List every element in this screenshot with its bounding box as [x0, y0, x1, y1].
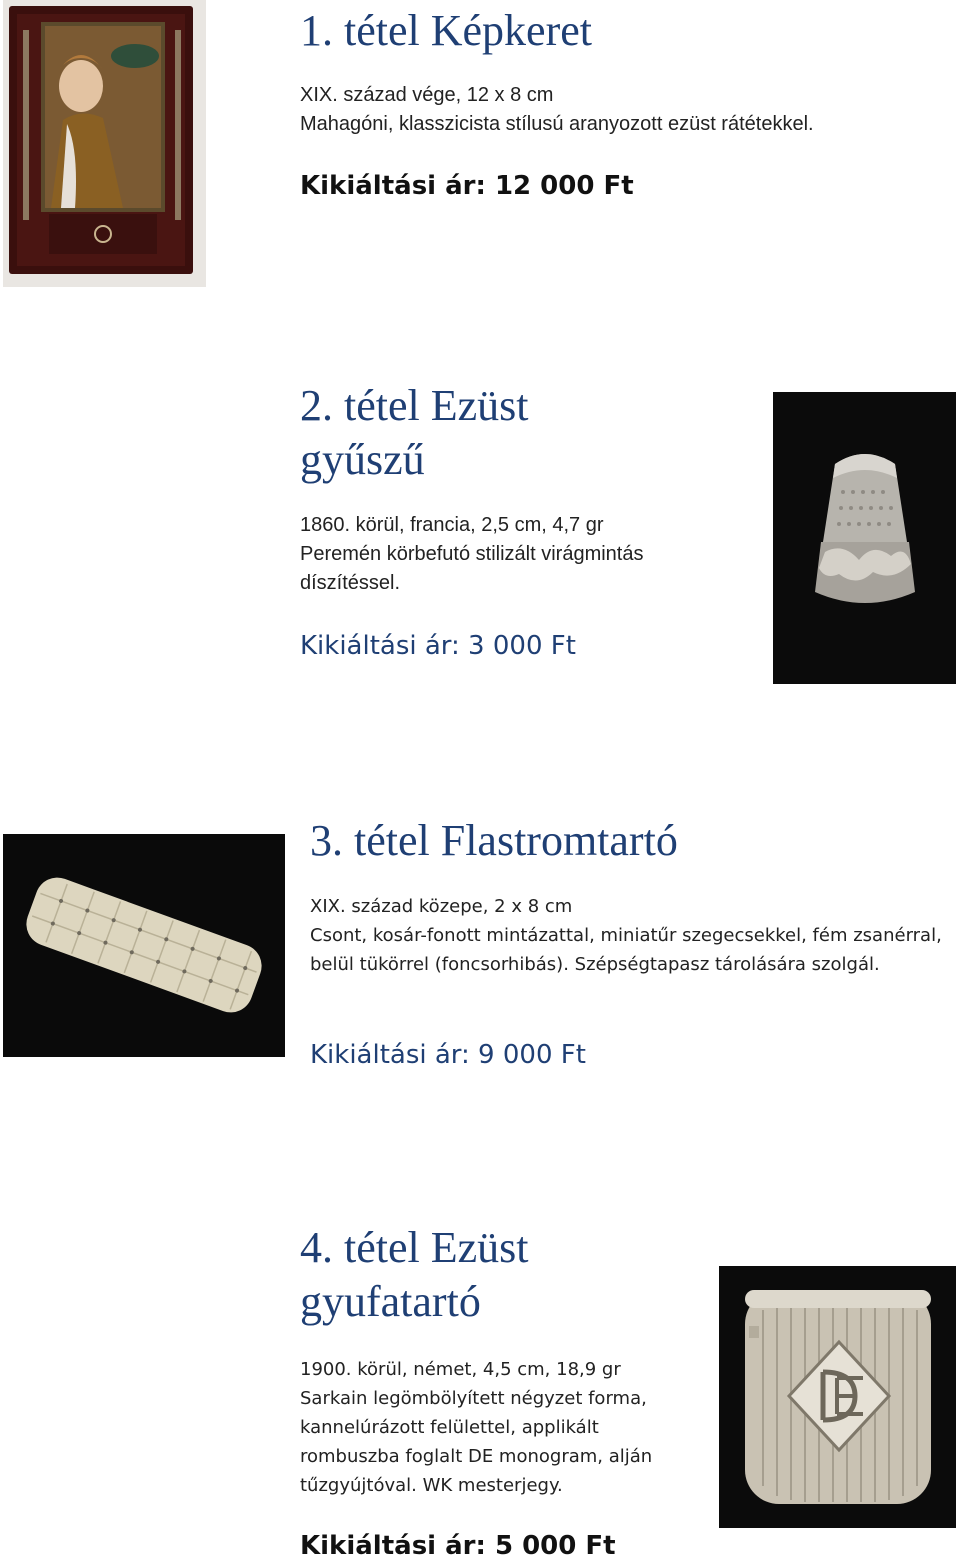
lot-material: Mahagóni, klasszicista stílusú aranyozott ezüst rátétekkel. — [300, 113, 814, 135]
lot-date-size: 1860. körül, francia, 2,5 cm, 4,7 gr — [300, 514, 604, 536]
lot-title: 2. tétel Ezüst gyűszű — [300, 381, 529, 484]
lot-image — [3, 0, 206, 287]
lot-description — [300, 81, 900, 139]
lot-title: 1. tétel Képkeret — [300, 6, 592, 55]
lot-title: 4. tétel Ezüst gyufatartó — [300, 1223, 529, 1326]
bone-case-icon — [3, 834, 285, 1057]
lot-price: Kikiáltási ár: 9 000 Ft — [310, 1040, 586, 1070]
lot-price: Kikiáltási ár: 5 000 Ft — [300, 1531, 616, 1561]
lot-date-size: XIX. század vége, 12 x 8 cm — [300, 84, 554, 106]
lot-description — [300, 511, 720, 598]
lot-description — [300, 1355, 700, 1500]
lot-price: Kikiáltási ár: 12 000 Ft — [300, 171, 634, 201]
lot-material: Csont, kosár-fonott mintázattal, miniatűr szegecsekkel, fém zsanérral, belül tükörrel (foncsorhibás). Szépségtapasz tárolására szolgál. — [310, 925, 942, 975]
lot-material: Peremén körbefutó stilizált virágmintás díszítéssel. — [300, 543, 644, 594]
lot-description — [310, 892, 942, 979]
lot-date-size: XIX. század közepe, 2 x 8 cm — [310, 896, 573, 917]
silver-match-safe-icon — [719, 1266, 956, 1528]
silver-thimble-icon — [773, 392, 956, 684]
framed-portrait-icon — [3, 0, 206, 287]
lot-price: Kikiáltási ár: 3 000 Ft — [300, 631, 576, 661]
lot-date-size: 1900. körül, német, 4,5 cm, 18,9 gr — [300, 1359, 621, 1380]
lot-material: Sarkain legömbölyített négyzet forma, kannelúrázott felülettel, applikált rombuszba foglalt DE monogram, alján tűzgyújtóval. WK mesterjegy. — [300, 1388, 653, 1496]
lot-image — [3, 834, 285, 1057]
lot-image — [773, 392, 956, 684]
lot-title: 3. tétel Flastromtartó — [310, 816, 678, 865]
lot-image — [719, 1266, 956, 1528]
